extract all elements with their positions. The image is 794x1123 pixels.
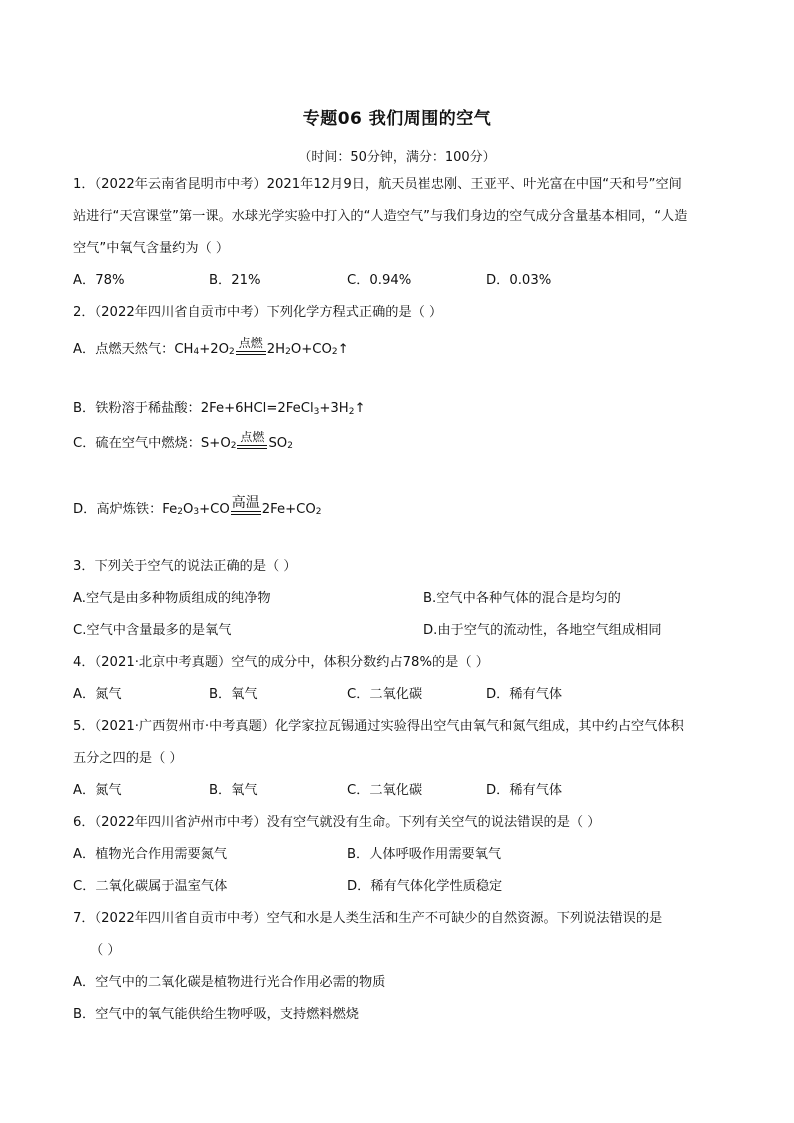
q7-line2: （ ） (90, 943, 121, 958)
q2-stem: 2．（2022年四川省自贡市中考）下列化学方程式正确的是（ ） (73, 305, 443, 320)
q2-option-d: D．高炉炼铁：Fe $_2$ O 3 +CO 高温 2Fe+CO $_2$ (73, 495, 322, 517)
q3-option-a: A.空气是由多种物质组成的纯净物 (73, 591, 271, 606)
q2-option-a: A．点燃天然气：CH $_4$ +2O 2 点燃 2H $_2$ O+CO 2 ↑ (73, 336, 349, 357)
q1-option-b: B．21% (209, 273, 261, 288)
q6-stem: 6．（2022年四川省泸州市中考）没有空气就没有生命。下列有关空气的说法错误的是（ ） (73, 815, 601, 830)
q7-line1: 7．（2022年四川省自贡市中考）空气和水是人类生活和生产不可缺少的自然资源。下列说法错误的是 (73, 911, 663, 926)
q2-option-c: C．硫在空气中燃烧：S+O $_2$ 点燃 SO $_2$ (73, 430, 293, 451)
document-subtitle: （时间：50分钟，满分：100分） (298, 150, 496, 165)
q5-option-b: B．氧气 (209, 783, 258, 798)
q7-option-a: A．空气中的二氧化碳是植物进行光合作用必需的物质 (73, 975, 386, 990)
q5-option-c: C．二氧化碳 (347, 783, 423, 798)
q4-stem: 4．（2021·北京中考真题）空气的成分中，体积分数约占78%的是（ ） (73, 655, 489, 670)
condition-mark: 高温 (231, 497, 261, 515)
q4-option-c: C．二氧化碳 (347, 687, 423, 702)
document-title: 专题06 我们周围的空气 (302, 109, 492, 129)
condition-mark: 点燃 (236, 337, 266, 355)
q6-option-d: D．稀有气体化学性质稳定 (347, 879, 503, 894)
q1-line2: 站进行“天宫课堂”第一课。水球光学实验中打入的“人造空气”与我们身边的空气成分含量基本相同，“人造 (73, 209, 688, 224)
q1-line3: 空气”中氧气含量约为（ ） (73, 241, 230, 256)
q1-line1: 1．（2022年云南省昆明市中考）2021年12月9日，航天员崔忠刚、王亚平、叶光富在中国“天和号”空间 (73, 177, 682, 192)
q3-option-b: B.空气中各种气体的混合是均匀的 (423, 591, 621, 606)
q5-line2: 五分之四的是（ ） (73, 751, 183, 766)
q4-option-d: D．稀有气体 (486, 687, 563, 702)
q1-option-d: D．0.03% (486, 273, 552, 288)
q3-option-d: D.由于空气的流动性，各地空气组成相同 (423, 623, 662, 638)
q1-option-a: A．78% (73, 273, 125, 288)
q6-option-a: A．植物光合作用需要氮气 (73, 847, 228, 862)
q5-option-a: A．氮气 (73, 783, 122, 798)
q5-line1: 5．（2021·广西贺州市·中考真题）化学家拉瓦锡通过实验得出空气由氧气和氮气组成，其中约占空气体积 (73, 719, 684, 734)
q3-option-c: C.空气中含量最多的是氧气 (73, 623, 232, 638)
q6-option-b: B．人体呼吸作用需要氧气 (347, 847, 502, 862)
q6-option-c: C．二氧化碳属于温室气体 (73, 879, 228, 894)
q5-option-d: D．稀有气体 (486, 783, 563, 798)
condition-mark: 点燃 (237, 431, 267, 449)
q3-stem: 3．下列关于空气的说法正确的是（ ） (73, 559, 297, 574)
q1-option-c: C．0.94% (347, 273, 412, 288)
q7-option-b: B．空气中的氧气能供给生物呼吸，支持燃料燃烧 (73, 1007, 359, 1022)
q4-option-a: A．氮气 (73, 687, 122, 702)
q2-option-b: B．铁粉溶于稀盐酸：$2Fe+6HCl=2FeCl_3+3H_2↑$ (73, 401, 366, 417)
q4-option-b: B．氧气 (209, 687, 258, 702)
